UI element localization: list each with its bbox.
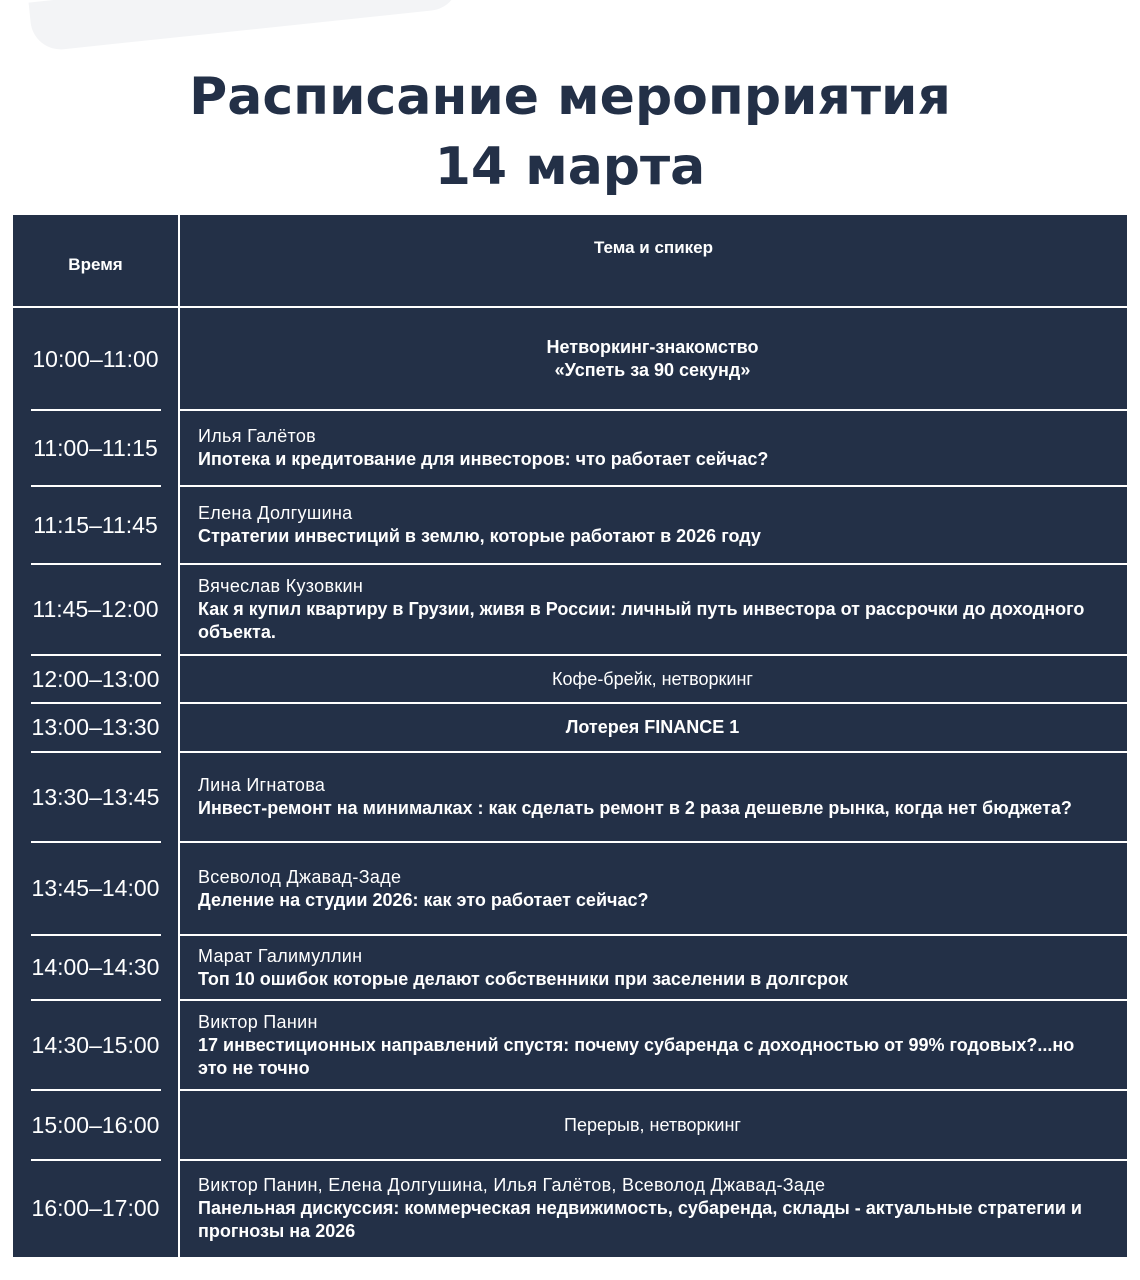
topic-title: Перерыв, нетворкинг (564, 1114, 741, 1135)
topic-cell (180, 1000, 1127, 1090)
topic-cell (180, 935, 1127, 1000)
time-cell: 14:30–15:00 (31, 1031, 160, 1058)
topic-title: Стратегии инвестиций в землю, которые работают в 2026 году (198, 526, 761, 546)
topic-cell (180, 655, 1127, 703)
topic-cell (180, 308, 1127, 410)
topic-cell (180, 842, 1127, 935)
topic-title: 17 инвестиционных направлений спустя: почему субаренда с доходностью от 99% годовых?...но это не точно (198, 1034, 1075, 1078)
topic-title: Панельная дискуссия: коммерческая недвижимость, субаренда, склады - актуальные стратегии и прогнозы на 2026 (198, 1198, 1082, 1241)
speaker-name: Елена Долгушина (198, 503, 353, 523)
page-title-line2: 14 марта (434, 137, 706, 197)
topic-cell (180, 1090, 1127, 1160)
topic-cell (180, 486, 1127, 564)
topic-title: Лотерея FINANCE 1 (565, 717, 740, 737)
speaker-name: Виктор Панин, Елена Долгушина, Илья Галётов, Всеволод Джавад-Заде (198, 1175, 826, 1195)
header-topic: Тема и спикер (594, 238, 713, 257)
time-cell: 10:00–11:00 (32, 345, 159, 372)
page-title-line1: Расписание мероприятия (189, 67, 951, 127)
topic-title: Топ 10 ошибок которые делают собственники при заселении в долгсрок (198, 968, 848, 989)
topic-title: Как я купил квартиру в Грузии, живя в России: личный путь инвестора от рассрочки до доходного объекта. (198, 599, 1085, 642)
time-cell: 13:00–13:30 (31, 714, 160, 740)
topic-title: Инвест-ремонт на минималках : как сделать ремонт в 2 раза дешевле рынка, когда нет бюджета? (198, 798, 1072, 818)
topic-cell (180, 564, 1127, 655)
speaker-name: Марат Галимуллин (198, 945, 363, 966)
speaker-name: Лина Игнатова (198, 775, 326, 795)
time-cell: 14:00–14:30 (31, 954, 160, 980)
schedule-table (13, 215, 1127, 1257)
topic-title: Кофе-брейк, нетворкинг (552, 668, 753, 689)
topic-title: Деление на студии 2026: как это работает сейчас? (198, 889, 649, 910)
topic-cell (180, 1160, 1127, 1257)
page-title (0, 62, 1140, 202)
time-cell: 13:30–13:45 (31, 783, 160, 810)
time-cell: 13:45–14:00 (31, 875, 160, 901)
time-cell: 11:15–11:45 (33, 511, 158, 538)
decorative-shape (29, 0, 462, 52)
time-cell: 12:00–13:00 (31, 665, 160, 692)
topic-cell (180, 703, 1127, 752)
time-cell: 16:00–17:00 (31, 1195, 160, 1221)
speaker-name: Илья Галётов (198, 426, 317, 446)
time-cell: 11:00–11:15 (33, 434, 158, 461)
speaker-name: Виктор Панин (198, 1011, 318, 1032)
time-cell: 11:45–12:00 (32, 596, 159, 622)
topic-title: Ипотека и кредитование для инвесторов: что работает сейчас? (198, 449, 769, 469)
topic-cell (180, 752, 1127, 842)
header-time: Время (68, 255, 123, 274)
topic-cell (180, 410, 1127, 486)
topic-title: Нетворкинг-знакомство «Успеть за 90 секунд» (546, 337, 759, 380)
speaker-name: Вячеслав Кузовкин (198, 576, 364, 596)
speaker-name: Всеволод Джавад-Заде (198, 866, 402, 887)
time-cell: 15:00–16:00 (31, 1111, 160, 1138)
